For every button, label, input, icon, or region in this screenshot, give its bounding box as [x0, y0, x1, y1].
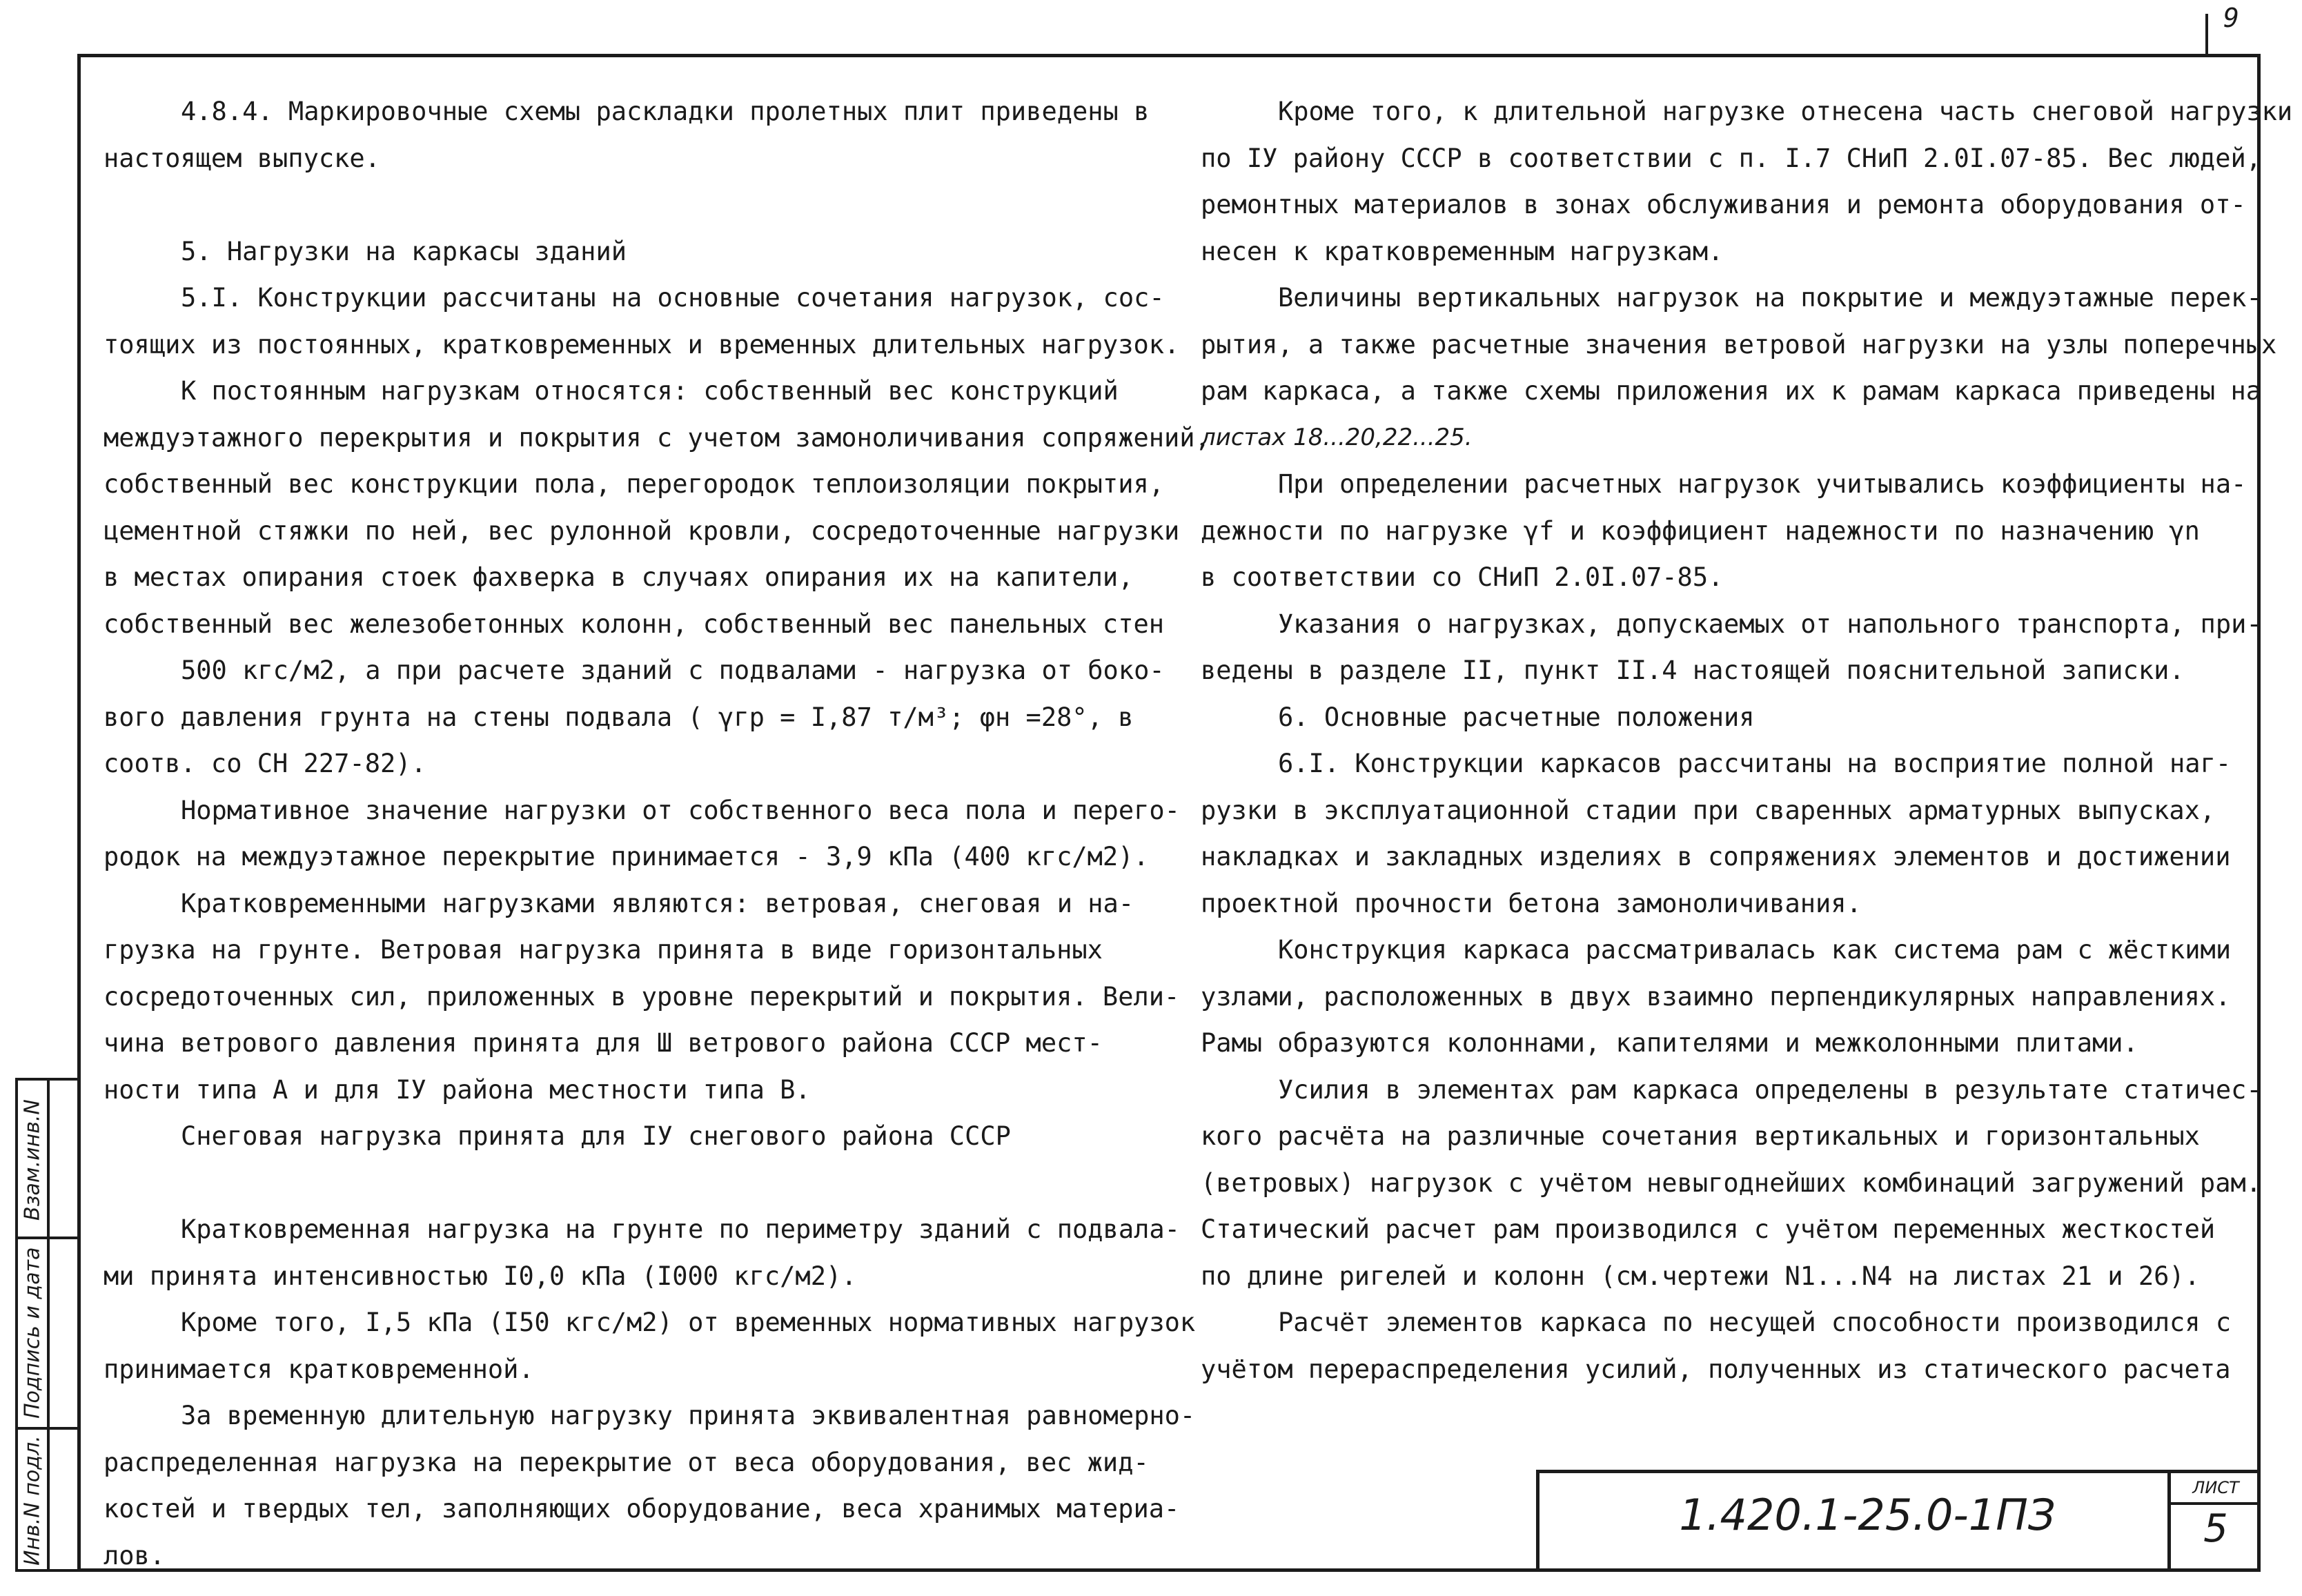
text-line: За временную длительную нагрузку принята эквивалентная равномерно- [181, 1401, 1196, 1430]
sheet-corner-mark [2205, 14, 2208, 57]
text-line: Снеговая нагрузка принята для IУ снегового района СССР [181, 1121, 1011, 1151]
sheet-number-box [2167, 1473, 2261, 1572]
text-line: кого расчёта на различные сочетания вертикальных и горизонтальных [1201, 1121, 2200, 1151]
text-line: соотв. со СН 227-82). [104, 749, 426, 778]
text-line: Кроме того, I,5 кПа (I50 кгс/м2) от временных нормативных нагрузок [181, 1308, 1196, 1337]
text-line: 6. Основные расчетные положения [1278, 702, 1755, 732]
title-block [1536, 1470, 2261, 1572]
text-line: собственный вес конструкции пола, перегородок теплоизоляции покрытия, [104, 469, 1165, 499]
text-line: принимается кратковременной. [104, 1354, 534, 1384]
text-line: в соответствии со СНиП 2.0I.07-85. [1201, 562, 1724, 592]
text-line: ремонтных материалов в зонах обслуживания и ремонта оборудования от- [1201, 190, 2246, 219]
text-line: родок на междуэтажное перекрытие принимается - 3,9 кПа (400 кгс/м2). [104, 842, 1149, 871]
text-line: Указания о нагрузках, допускаемых от напольного транспорта, при- [1278, 609, 2262, 639]
text-line: междуэтажного перекрытия и покрытия с учетом замоноличивания сопряжений, [104, 422, 1210, 453]
text-line: ности типа А и для IУ района местности типа В. [104, 1074, 811, 1105]
text-line: ми принята интенсивностью I0,0 кПа (I000 кгс/м2). [104, 1261, 857, 1291]
text-line: Статический расчет рам производился с учётом переменных жесткостей [1201, 1214, 2216, 1244]
text-line: Кроме того, к длительной нагрузке отнесена часть снеговой нагрузки [1278, 97, 2293, 126]
text-line: 5.I. Конструкции рассчитаны на основные сочетания нагрузок, сос- [181, 283, 1165, 313]
text-line: по IУ району СССР в соответствии с п. I.7 СНиП 2.0I.07-85. Вес людей, [1201, 143, 2262, 173]
right-text-column [1201, 88, 2293, 1392]
text-line: рытия, а также расчетные значения ветровой нагрузки на узлы поперечных [1201, 329, 2277, 359]
text-line: грузка на грунте. Ветровая нагрузка принята в виде горизонтальных [104, 935, 1103, 965]
text-line: (ветровых) нагрузок с учётом невыгоднейших комбинаций загружений рам. [1201, 1168, 2262, 1198]
text-line: вого давления грунта на стены подвала ( γгр = I,87 т/м³; φн =28°, в [104, 702, 1134, 732]
text-line: Нормативное значение нагрузки от собственного веса пола и перего- [181, 795, 1180, 825]
text-line: по длине ригелей и колонн (см.чертежи N1...N4 на листах 21 и 26). [1201, 1261, 2200, 1291]
text-line: 500 кгс/м2, а при расчете зданий с подвалами - нагрузка от боко- [181, 656, 1165, 685]
document-code: 1.420.1-25.0-1ПЗ [1679, 1490, 2056, 1540]
text-line: распределенная нагрузка на перекрытие от веса оборудования, вес жид- [104, 1447, 1149, 1477]
side-divider [47, 1081, 50, 1569]
corner-number: 9 [2223, 3, 2239, 33]
sheet-label: ЛИСТ [2171, 1473, 2261, 1505]
text-line: 6.I. Конструкции каркасов рассчитаны на восприятие полной наг- [1278, 749, 2232, 778]
text-line: накладках и закладных изделиях в сопряжениях элементов и достижении [1201, 842, 2231, 871]
text-line: 4.8.4. Маркировочные схемы раскладки пролетных плит приведены в [181, 97, 1150, 126]
text-line: чина ветрового давления принята для Ш ветрового района СССР мест- [104, 1028, 1103, 1058]
text-line: костей и твердых тел, заполняющих оборудование, веса хранимых материа- [104, 1494, 1180, 1524]
sheet-number: 5 [2203, 1506, 2228, 1551]
text-line: тоящих из постоянных, кратковременных и временных длительных нагрузок. [104, 329, 1180, 359]
text-line: сосредоточенных сил, приложенных в уровне перекрытий и покрытия. Вели- [104, 981, 1180, 1012]
text-line: рам каркаса, а также схемы приложения их к рамам каркаса приведены на [1201, 376, 2262, 406]
text-line: Кратковременными нагрузками являются: ветровая, снеговая и на- [181, 888, 1134, 918]
original-inventory-label: Инв.N подл. [20, 1435, 45, 1566]
text-line: рузки в эксплуатационной стадии при сваренных арматурных выпусках, [1201, 795, 2216, 825]
text-line: Усилия в элементах рам каркаса определены в результате статичес- [1278, 1074, 2262, 1105]
text-line: настоящем выпуске. [104, 143, 380, 173]
text-line [104, 181, 1152, 228]
text-line: лов. [104, 1540, 166, 1570]
side-approval-strip [15, 1078, 77, 1572]
text-line: дежности по нагрузке γf и коэффициент надежности по назначению γn [1201, 515, 2200, 546]
text-line: проектной прочности бетона замоноличивания. [1201, 888, 1862, 918]
text-line: 5. Нагрузки на каркасы зданий [181, 236, 627, 266]
text-line: в местах опирания стоек фахверка в случаях опирания их на капители, [104, 562, 1134, 592]
text-line: цементной стяжки по ней, вес рулонной кровли, сосредоточенные нагрузки [104, 515, 1180, 546]
text-line: Расчёт элементов каркаса по несущей способности производился с [1278, 1308, 2232, 1337]
text-line: К постоянным нагрузкам относятся: собственный вес конструкций [181, 376, 1119, 406]
text-line: Кратковременная нагрузка на грунте по периметру зданий с подвала- [181, 1214, 1180, 1244]
text-line: ведены в разделе II, пункт II.4 настоящей пояснительной записки. [1201, 656, 2185, 685]
text-line: Конструкция каркаса рассматривалась как система рам с жёсткими [1278, 935, 2232, 965]
text-line [104, 1160, 1152, 1207]
text-line: узлами, расположенных в двух взаимно перпендикулярных направлениях. [1201, 981, 2231, 1012]
text-line: учётом перераспределения усилий, полученных из статического расчета [1201, 1354, 2231, 1384]
text-line: собственный вес железобетонных колонн, собственный вес панельных стен [104, 609, 1165, 639]
signature-date-label: Подпись и дата [20, 1247, 45, 1419]
text-line: листах 18...20,22...25. [1201, 423, 1473, 451]
text-line: Величины вертикальных нагрузок на покрытие и междуэтажные перек- [1278, 283, 2262, 313]
text-line: Рамы образуются колоннами, капителями и межколонными плитами. [1201, 1028, 2138, 1058]
replacement-inventory-label: Взам.инв.N [20, 1099, 45, 1221]
text-line: При определении расчетных нагрузок учитывались коэффициенты на- [1278, 469, 2247, 499]
left-text-column [104, 88, 1210, 1579]
text-line: несен к кратковременным нагрузкам. [1201, 236, 1724, 266]
